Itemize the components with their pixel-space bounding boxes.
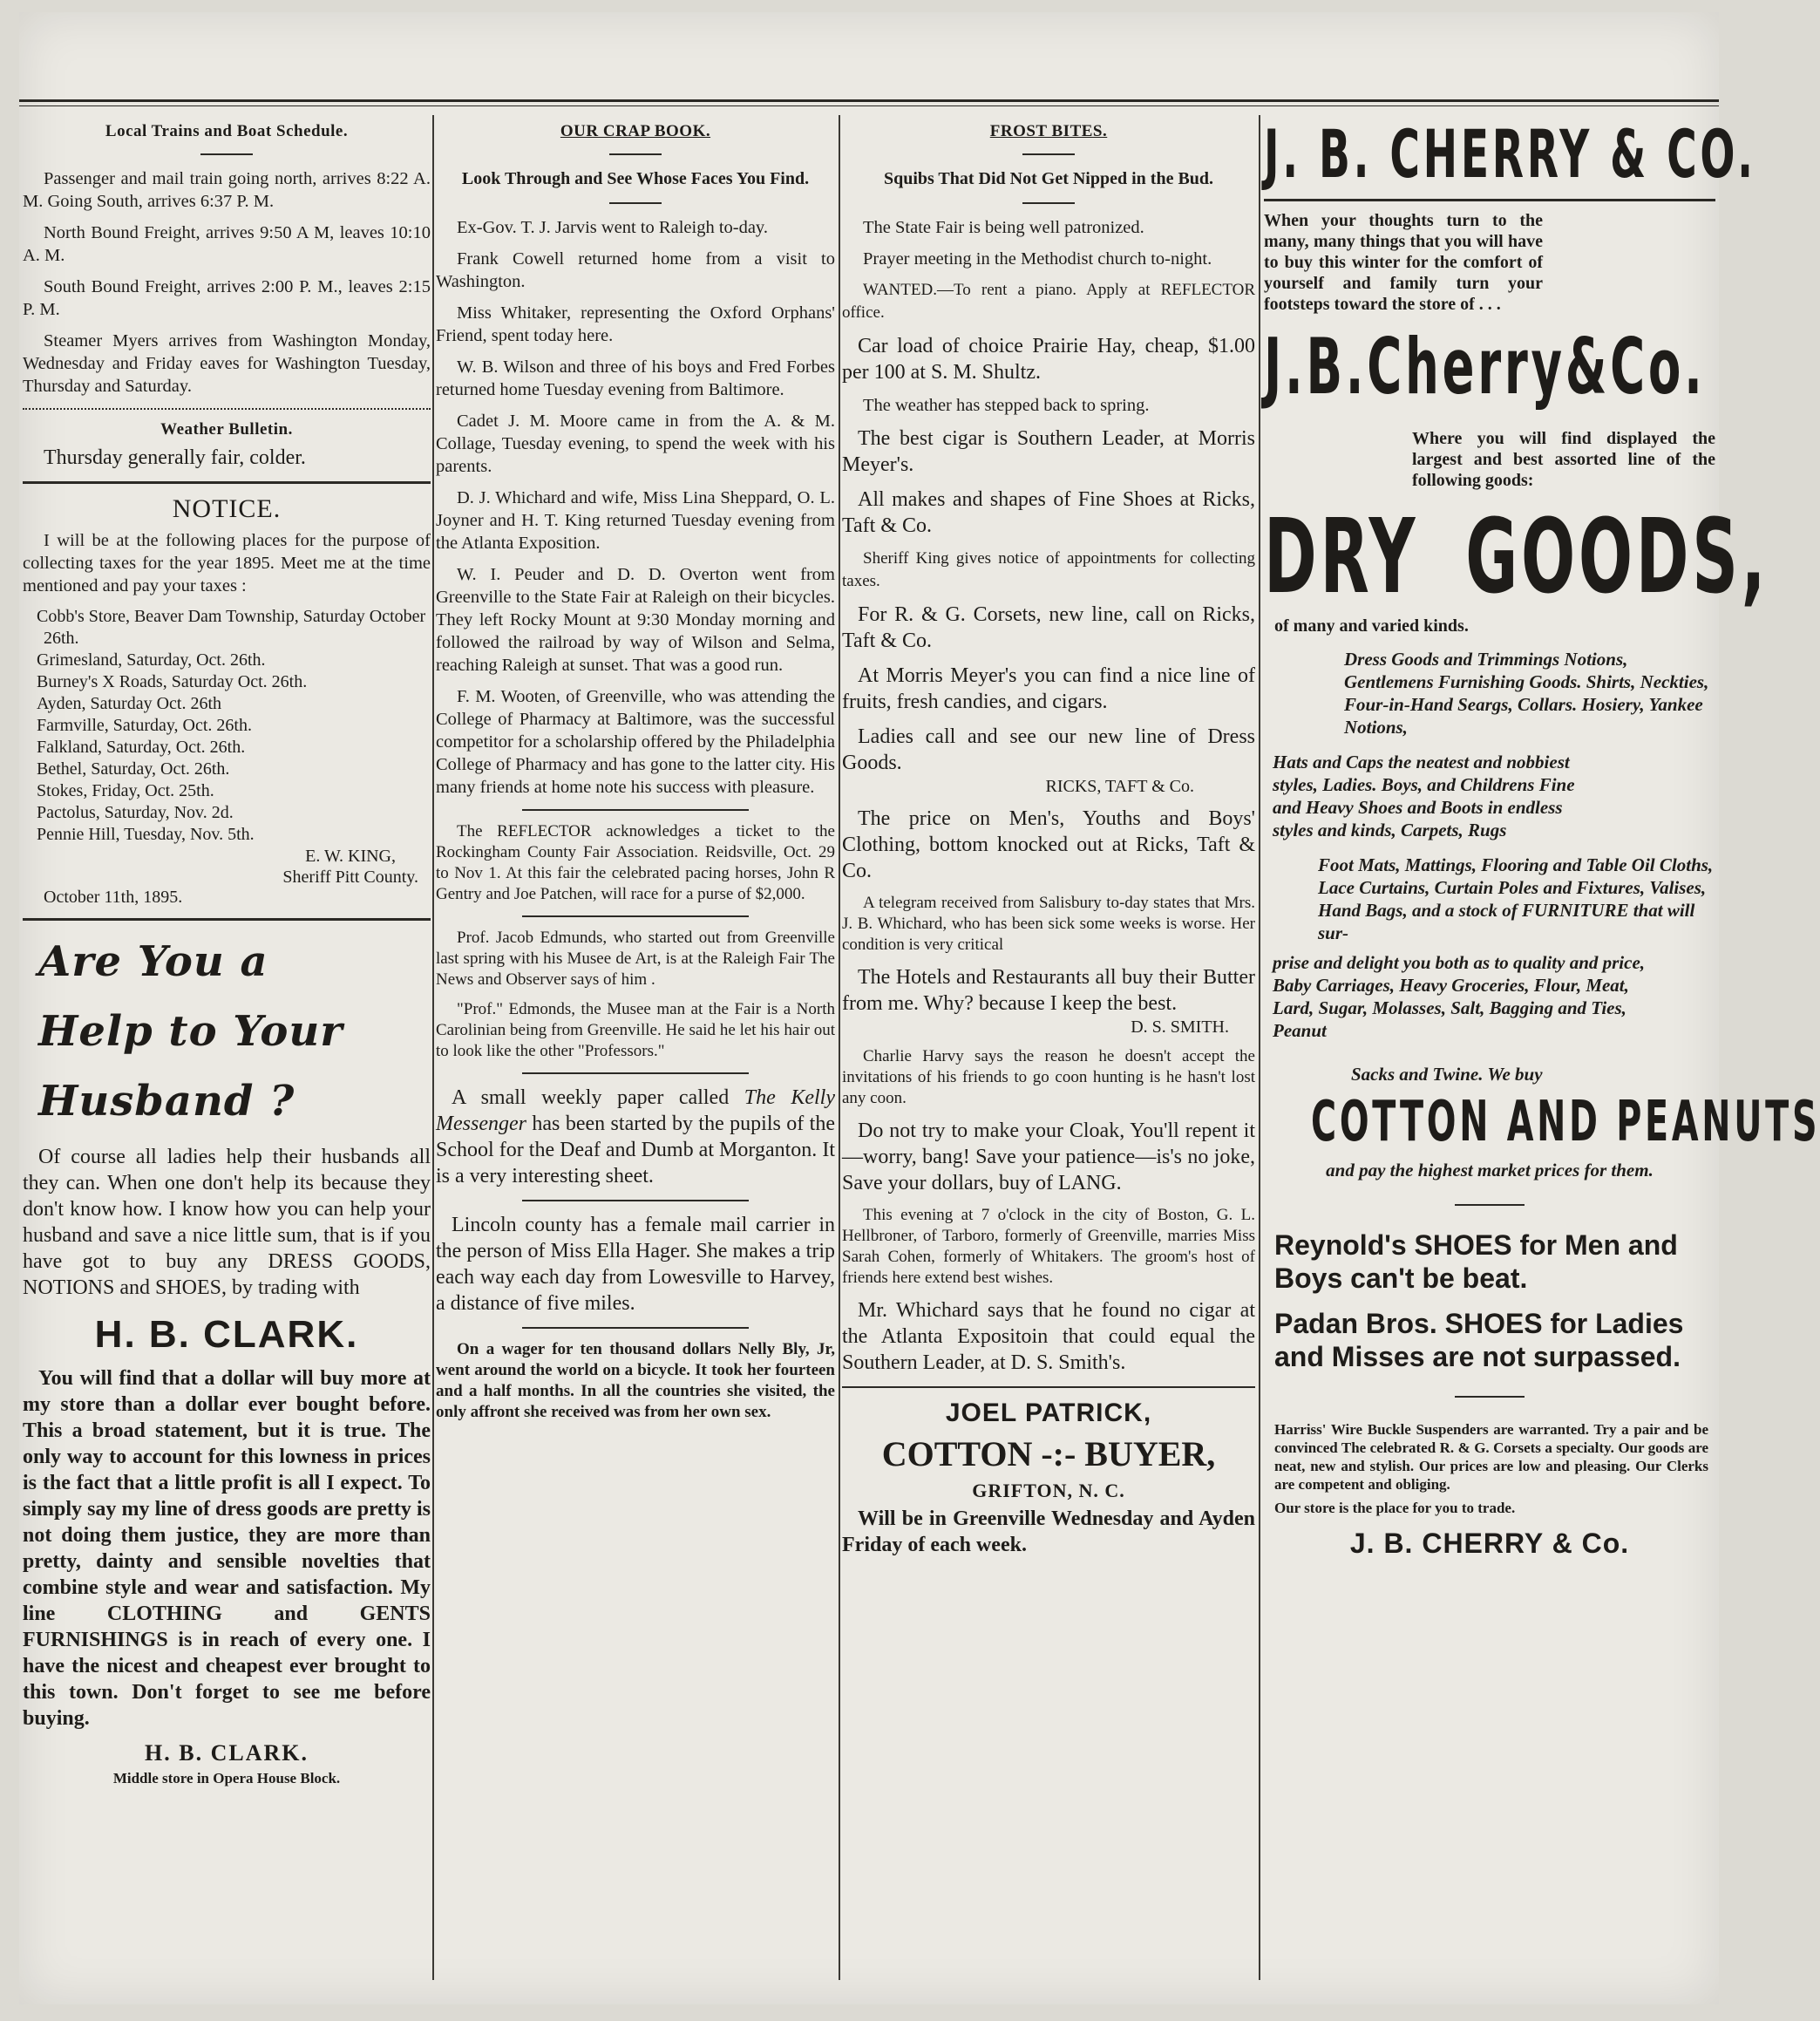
news-item: Lincoln county has a female mail carrier in the person of Miss Ella Hager. She makes a trip each way each day from Lowesville to Harvey, a distance of five miles. (436, 1214, 835, 1315)
list-item: Falkland, Saturday, Oct. 26th. (37, 738, 246, 757)
column-4 (1264, 115, 1820, 1560)
news-item: W. B. Wilson and three of his boys and Fred Forbes returned home Tuesday evening from Baltimore. (436, 357, 835, 399)
classified-ad: Car load of choice Prairie Hay, cheap, $1.00 per 100 at S. M. Shultz. (842, 335, 1255, 384)
classified-ad: For R. & G. Corsets, new line, call on Ricks, Taft & Co. (842, 603, 1255, 652)
ad-headline: JOEL PATRICK, (945, 1398, 1152, 1427)
divider (1022, 153, 1075, 155)
weather-heading: Weather Bulletin. (160, 420, 293, 439)
store-masthead: J. B. CHERRY & CO. (1264, 115, 1756, 193)
divider (522, 1327, 749, 1329)
divider (522, 809, 749, 811)
shoe-ad: Reynold's SHOES for Men and Boys can't be beat. (1274, 1229, 1678, 1294)
divider (522, 1200, 749, 1201)
ad-headline-line: Help to Your (38, 1007, 343, 1056)
news-item: Ex-Gov. T. J. Jarvis went to Raleigh to-day. (457, 218, 768, 237)
news-item: Charlie Harvy says the reason he doesn't accept the invitations of his friends to go coon hunting is he hasn't lost any coon. (842, 1047, 1255, 1107)
news-item: F. M. Wooten, of Greenville, who was attending the College of Pharmacy at Baltimore, was the successful competitor for a scholarship offered by the Philadelphia College of Pharmacy and has gone to the latter city. His many friends at home note his success with pleasure. (436, 687, 835, 797)
news-item: The REFLECTOR acknowledges a ticket to the Rockingham County Fair Association. Reidsville, Oct. 29 to Nov 1. At this fair the celebrated pacing horses, John R Gentry and Joe Patchen, will race for a purse of $2,000. (436, 822, 835, 903)
ad-headline: DRY GOODS, (1264, 496, 1769, 616)
news-item: Prof. Jacob Edmunds, who started out from Greenville last spring with his Musee de Art, is at the Raleigh Fair The News and Observer says of him . (436, 929, 835, 989)
goods-list: Foot Mats, Mattings, Flooring and Table Oil Cloths, Lace Curtains, Curtain Poles and Fixtures, Valises, Hand Bags, and a stock of FURNITURE that will sur- (1318, 854, 1714, 943)
column-3 (842, 115, 1255, 1567)
goods-list: Dress Goods and Trimmings Notions, Gentlemens Furnishing Goods. Shirts, Neckties, Four-in-Hand Seargs, Collars. Hosiery, Yankee Notions, (1344, 649, 1709, 738)
list-item: Pennie Hill, Tuesday, Nov. 5th. (37, 825, 255, 844)
train-schedule-item: Passenger and mail train going north, arrives 8:22 A. M. Going South, arrives 6:37 P. M. (23, 169, 431, 211)
divider (1022, 202, 1075, 204)
divider (1264, 199, 1715, 201)
divider (522, 1072, 749, 1074)
list-item: Farmville, Saturday, Oct. 26th. (37, 716, 252, 735)
ad-signature: J. B. CHERRY & Co. (1349, 1528, 1630, 1559)
notice-intro: I will be at the following places for the purpose of collecting taxes for the year 1895. Meet me at the time mentioned and pay your taxes : (23, 531, 431, 595)
list-item: Stokes, Friday, Oct. 25th. (37, 781, 214, 800)
store-name: J.B.Cherry&Co. (1264, 322, 1706, 412)
list-item: Ayden, Saturday Oct. 26th (37, 694, 222, 713)
divider (609, 153, 662, 155)
divider (522, 915, 749, 917)
masthead-rule (19, 99, 1719, 106)
news-item: A telegram received from Salisbury to-day states that Mrs. J. B. Whichard, who has been sick some weeks is worse. Her condition is very critical (842, 894, 1255, 954)
divider (1455, 1396, 1525, 1398)
news-item: On a wager for ten thousand dollars Nelly Bly, Jr, went around the world on a bicycle. It took her fourteen and a half months. In all the countries she visited, the only affront she received was from her own sex. (436, 1340, 835, 1421)
column-2 (436, 115, 835, 1432)
classified-ad: WANTED.—To rent a piano. Apply at REFLECTOR office. (842, 281, 1255, 322)
list-item: Bethel, Saturday, Oct. 26th. (37, 759, 230, 779)
ad-body: Will be in Greenville Wednesday and Ayden Friday of each week. (842, 1507, 1255, 1556)
list-item: Burney's X Roads, Saturday Oct. 26th. (37, 672, 308, 691)
list-item: Grimesland, Saturday, Oct. 26th. (37, 650, 266, 670)
classified-ad: The best cigar is Southern Leader, at Morris Meyer's. (842, 427, 1255, 476)
news-item: Frank Cowell returned home from a visit to Washington. (436, 249, 835, 291)
ad-headline-line: Husband ? (38, 1077, 295, 1126)
trains-heading: Local Trains and Boat Schedule. (105, 122, 349, 140)
divider (23, 918, 431, 921)
news-item: The State Fair is being well patronized. (863, 218, 1144, 237)
column-rule-3 (1259, 115, 1260, 1980)
ad-location: Middle store in Opera House Block. (112, 1770, 341, 1786)
notice-heading: NOTICE. (172, 494, 282, 523)
ad-body: and pay the highest market prices for them. (1326, 1160, 1654, 1181)
notice-signature-title: Sheriff Pitt County. (282, 868, 418, 887)
ad-body: Where you will find displayed the largest and best assorted line of the following goods: (1412, 429, 1715, 490)
boat-schedule-item: Steamer Myers arrives from Washington Monday, Wednesday and Friday eaves for Washington Tuesday, Thursday and Saturday. (23, 331, 431, 396)
notice-signature: E. W. KING, (305, 847, 396, 866)
classified-ad: All makes and shapes of Fine Shoes at Ricks, Taft & Co. (842, 488, 1255, 537)
divider (200, 153, 253, 155)
ad-body: Our store is the place for you to trade. (1274, 1500, 1516, 1516)
weather-forecast: Thursday generally fair, colder. (44, 446, 306, 469)
news-item: The weather has stepped back to spring. (863, 396, 1150, 415)
ad-body: of many and varied kinds. (1274, 616, 1469, 636)
ad-signature: D. S. SMITH. (1131, 1017, 1229, 1037)
newspaper-page (19, 12, 1820, 2004)
advertiser-name: H. B. CLARK. (94, 1313, 359, 1356)
classified-ad: The Hotels and Restaurants all buy their Butter from me. Why? because I keep the best. (842, 966, 1255, 1015)
column-heading: OUR CRAP BOOK. (560, 122, 711, 140)
ad-location: GRIFTON, N. C. (972, 1480, 1125, 1501)
train-schedule-item: South Bound Freight, arrives 2:00 P. M., leaves 2:15 P. M. (23, 277, 431, 319)
news-item: Cadet J. M. Moore came in from the A. & M. Collage, Tuesday evening, to spend the week with his parents. (436, 412, 835, 476)
ad-headline: COTTON -:- BUYER, (881, 1434, 1216, 1473)
news-item: A small weekly paper called The Kelly Messenger has been started by the pupils of the School for the Deaf and Dumb at Morganton. It is a very interesting sheet. (436, 1086, 835, 1187)
ad-body: Harriss' Wire Buckle Suspenders are warranted. Try a pair and be convinced The celebrated R. & G. Corsets a specialty. Our goods are neat, new and stylish. Our prices are low and pleasing. Our Clerks are competent and obliging. (1274, 1421, 1708, 1493)
column-1 (23, 115, 431, 1787)
paper-title: The Kelly Messenger (436, 1086, 835, 1135)
shoe-ad: Padan Bros. SHOES for Ladies and Misses are not surpassed. (1274, 1308, 1684, 1372)
list-item: Pactolus, Saturday, Nov. 2d. (37, 803, 234, 822)
column-rule-2 (839, 115, 840, 1980)
ad-headline-line: Are You a (38, 937, 268, 986)
train-schedule-item: North Bound Freight, arrives 9:50 A M, leaves 10:10 A. M. (23, 223, 431, 265)
tax-collection-places (23, 606, 431, 846)
column-subheading: Look Through and See Whose Faces You Find. (461, 169, 810, 188)
news-item: W. I. Peuder and D. D. Overton went from Greenville to the State Fair at Raleigh on their bicycles. They left Rocky Mount at 9:30 Monday morning and followed the railroad by way of Wilson and Selma, reaching Raleigh at sunset. That was a good run. (436, 565, 835, 675)
column-heading: FROST BITES. (989, 122, 1108, 140)
news-item: D. J. Whichard and wife, Miss Lina Sheppard, O. L. Joyner and H. T. King returned Tuesday evening from the Atlanta Exposition. (436, 488, 835, 553)
goods-list: Hats and Caps the neatest and nobbiest styles, Ladies. Boys, and Childrens Fine and Heavy Shoes and Boots in endless styles and kinds, Carpets, Rugs (1273, 752, 1575, 840)
goods-list: prise and delight you both as to quality and price, Baby Carriages, Heavy Groceries, Flour, Meat, Lard, Sugar, Molasses, Salt, Bagging and Ties, Peanut (1273, 952, 1646, 1041)
ad-headline: COTTON AND PEANUTS (1311, 1090, 1820, 1154)
classified-ad: Mr. Whichard says that he found no cigar at the Atlanta Expositoin that could equal the Southern Leader, at D. S. Smith's. (842, 1299, 1255, 1374)
classified-ad: The price on Men's, Youths and Boys' Clothing, bottom knocked out at Ricks, Taft & Co. (842, 807, 1255, 882)
ad-signature: H. B. CLARK. (145, 1740, 309, 1766)
classified-ad: At Morris Meyer's you can find a nice line of fruits, fresh candies, and cigars. (842, 664, 1255, 713)
classified-ad: Ladies call and see our new line of Dress Goods. (842, 725, 1255, 774)
news-item: Miss Whitaker, representing the Oxford Orphans' Friend, spent today here. (436, 303, 835, 345)
goods-list: Sacks and Twine. We buy (1351, 1064, 1543, 1085)
divider (609, 202, 662, 204)
column-subheading: Squibs That Did Not Get Nipped in the Bud. (883, 169, 1214, 188)
notice-date: October 11th, 1895. (44, 888, 183, 907)
ad-signature: RICKS, TAFT & Co. (1045, 777, 1194, 796)
news-item: This evening at 7 o'clock in the city of Boston, G. L. Hellbroner, of Tarboro, formerly of Greenville, marries Miss Sarah Cohen, formerly of Whitakers. The groom's host of friends here extend best wishes. (842, 1206, 1255, 1287)
classified-ad: Do not try to make your Cloak, You'll repent it—worry, bang! Save your patience—is's no joke, Save your dollars, buy of LANG. (842, 1119, 1255, 1194)
news-item: Sheriff King gives notice of appointments for collecting taxes. (842, 549, 1255, 590)
ad-body: You will find that a dollar will buy more at my store than a dollar ever bought before. This a broad statement, but it is true. The only way to account for this lowness in prices is the fact that a little profit is all I expect. To simply say my line of dress goods are pretty is not doing them justice, they are more than pretty, dainty and sensible novelties that combine style and wear and satisfaction. My line CLOTHING and GENTS FURNISHINGS is in reach of every one. I have the nicest and cheapest ever brought to this town. Don't forget to see me before buying. (23, 1367, 431, 1730)
news-item: Prayer meeting in the Methodist church to-night. (863, 249, 1212, 269)
divider (23, 481, 431, 484)
divider (842, 1386, 1255, 1388)
ad-intro: When your thoughts turn to the many, many things that you will have to buy this winter for the comfort of yourself and family turn your footsteps toward the store of . . . (1264, 211, 1543, 314)
news-item: "Prof." Edmonds, the Musee man at the Fair is a North Carolinian being from Greenville. He said he let his hair out to look like the other "Professors." (436, 1000, 835, 1060)
column-rule-1 (432, 115, 434, 1980)
divider (23, 408, 431, 410)
ad-body: Of course all ladies help their husbands all they can. When one don't help its because they don't know how. I know how you can help your husband and save a nice little sum, that is if you have got to buy any DRESS GOODS, NOTIONS and SHOES, by trading with (23, 1146, 431, 1299)
divider (1455, 1204, 1525, 1206)
list-item: Cobb's Store, Beaver Dam Township, Saturday October 26th. (37, 607, 426, 648)
